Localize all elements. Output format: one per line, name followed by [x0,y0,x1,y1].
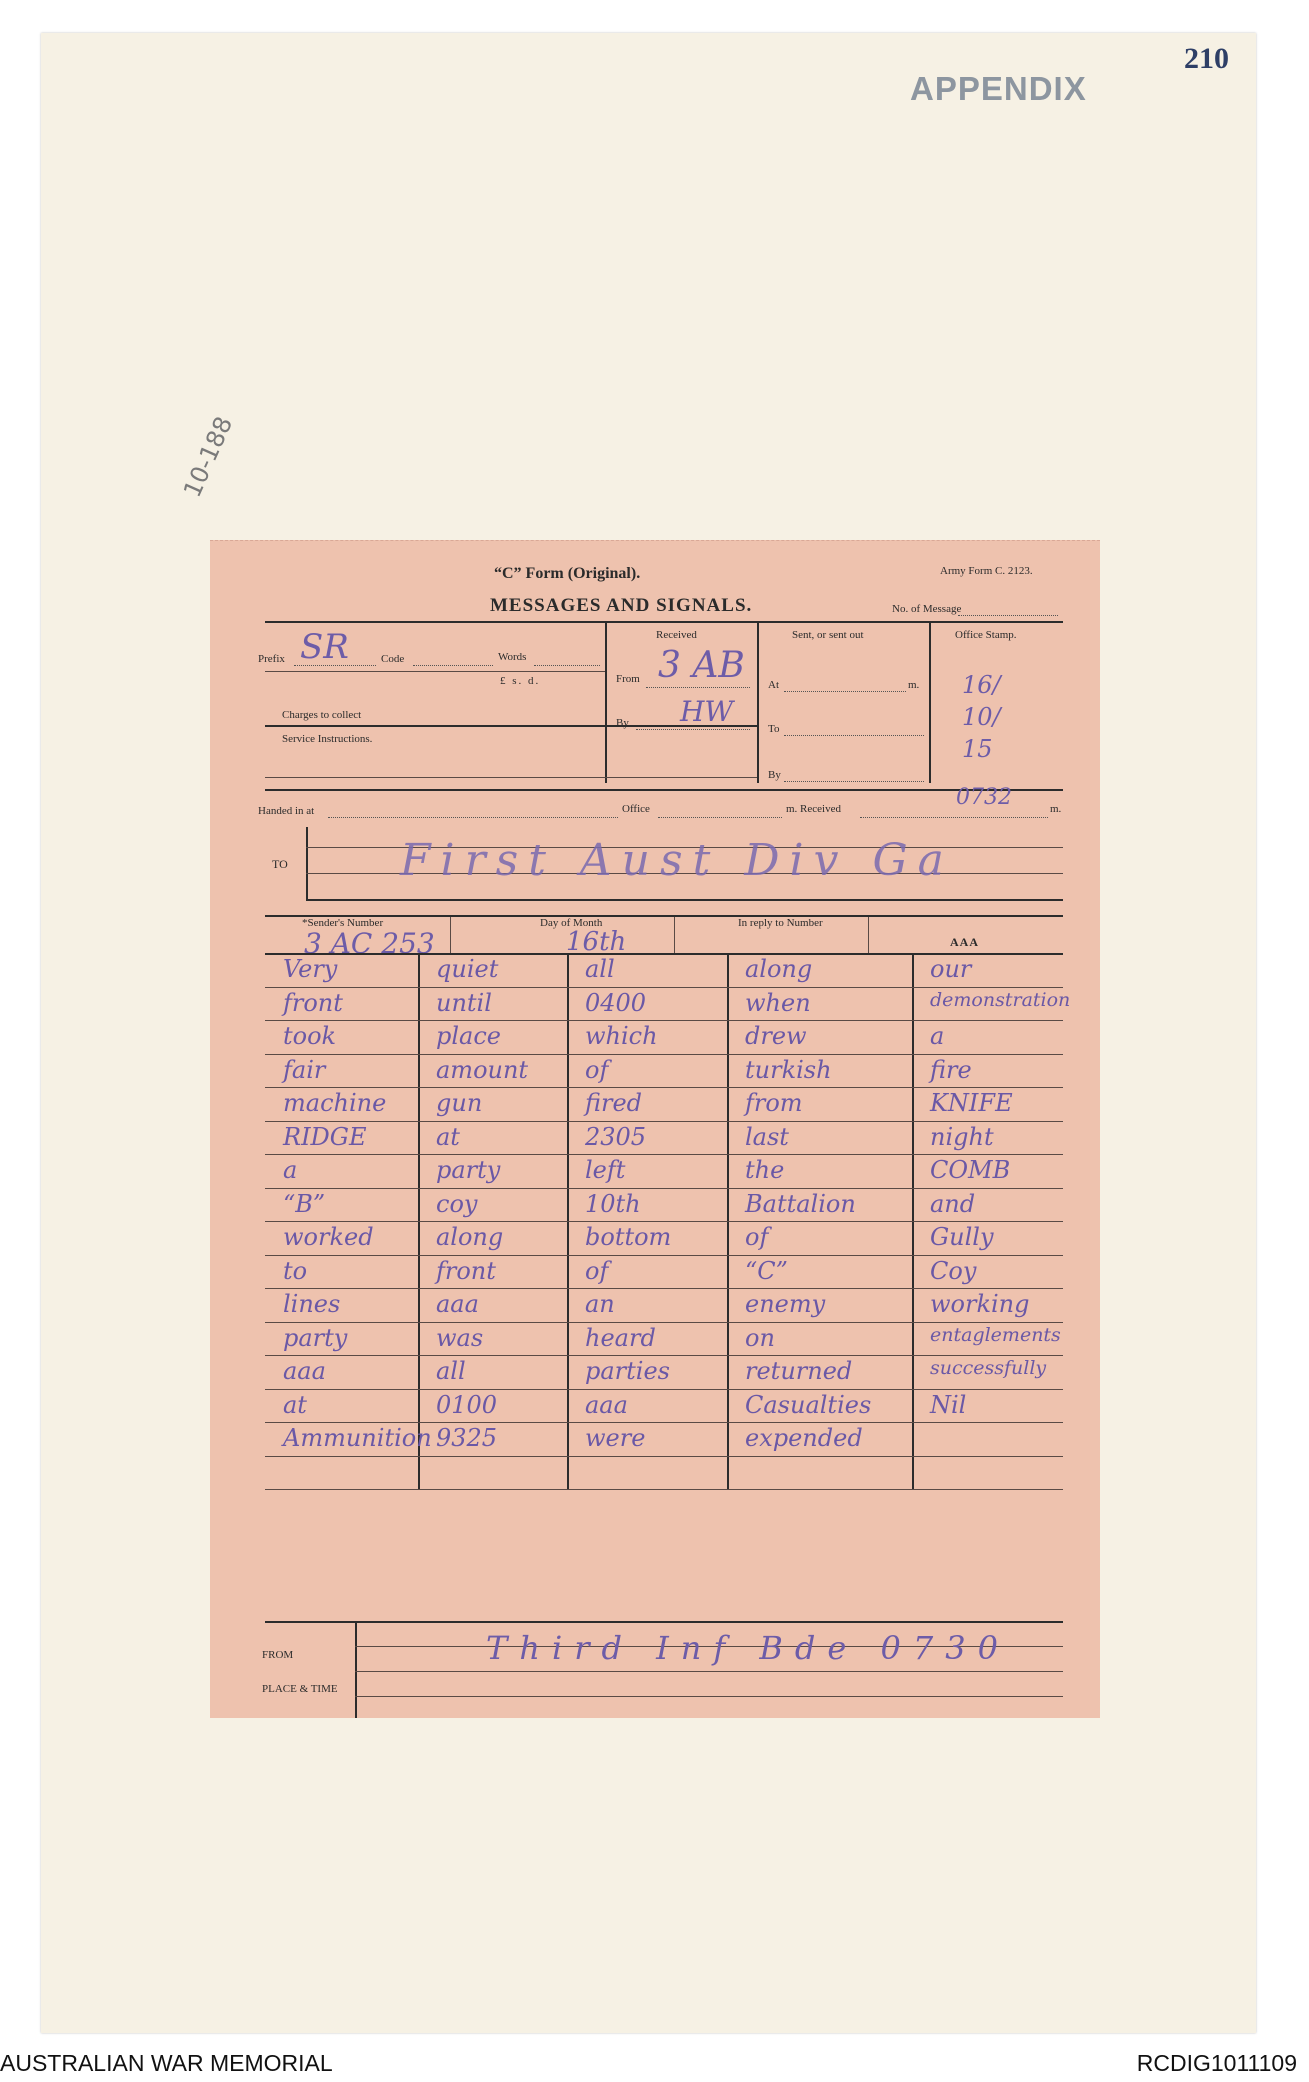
prefix-rule [265,671,605,672]
message-word: took [283,1022,337,1050]
grid-row-rule [265,1020,1063,1021]
message-word: quiet [436,955,499,983]
senders-number-label: *Sender's Number [302,917,384,929]
message-word: 0400 [585,988,647,1017]
code-line [413,665,493,666]
handed-in-line [328,817,618,818]
office-label: Office [622,803,650,815]
from-line [646,687,750,688]
message-word: and [930,1189,976,1218]
message-word: amount [436,1055,529,1084]
day-of-month-label: Day of Month [540,917,603,929]
page-number: 210 [1184,42,1229,75]
grid-row-rule [265,1221,1063,1222]
grid-row-rule [265,1154,1063,1155]
message-word: aaa [436,1290,479,1318]
message-word: successfully [930,1357,1047,1379]
message-word: working [930,1290,1030,1318]
message-word: were [585,1424,646,1452]
message-word: of [585,1055,609,1084]
from-rule-2 [355,1671,1063,1672]
handed-in-rule [265,789,1063,791]
service-instructions-label: Service Instructions. [282,733,373,745]
grid-row-rule [265,1121,1063,1122]
service-rule [265,777,757,778]
from-label: From [616,673,640,685]
message-word: coy [436,1189,478,1218]
form-title: “C” Form (Original). [494,565,641,582]
message-word: of [745,1223,769,1251]
army-form-number: Army Form C. 2123. [940,565,1033,577]
to-value: First Aust Div Ga [400,835,954,886]
grid-row-rule [265,987,1063,988]
message-word: Very [283,955,338,983]
message-word: gun [436,1089,483,1117]
to-rule-3 [306,899,1063,901]
sent-by-label: By [768,769,781,781]
charges-label: Charges to collect [282,709,362,721]
message-word: was [436,1323,484,1352]
code-label: Code [381,653,405,665]
message-word: aaa [585,1390,628,1419]
grid-row-rule [265,1489,1063,1490]
received-time-line [860,817,1048,818]
divider-stamp [929,621,931,783]
pencil-note: 10-188 [178,412,239,502]
message-word: fired [585,1089,643,1117]
message-word: front [283,988,343,1017]
message-word: Coy [930,1256,977,1285]
message-word: enemy [745,1290,826,1318]
message-word: left [585,1156,626,1184]
from-place-label: FROM [262,1649,294,1661]
sent-at-label: At [768,679,779,691]
currency-label: £ s. d. [500,675,541,687]
divider-sent [757,621,759,783]
aaa-label: AAA [950,935,979,949]
message-word: when [745,988,811,1017]
message-word: night [930,1122,994,1151]
message-word: 2305 [585,1122,647,1151]
from-value: 3 AB [658,645,745,686]
message-word: which [585,1022,658,1050]
sent-label: Sent, or sent out [792,629,864,641]
message-word: KNIFE [930,1089,1013,1117]
message-word: place [436,1022,501,1050]
message-word: machine [283,1089,387,1117]
office-stamp-value: 16/10/15 [962,671,1001,763]
message-word: Nil [930,1390,967,1419]
message-word: “B” [283,1189,326,1218]
grid-row-rule [265,1322,1063,1323]
footer-id: RCDIG1011109 [1136,2050,1297,2076]
m-end-label: m. [1050,803,1062,815]
grid-row-rule [265,1255,1063,1256]
message-word: our [930,955,972,983]
prefix-value: SR [300,627,349,667]
m-received-label: m. Received [786,803,841,815]
prefix-label: Prefix [258,653,285,665]
message-word: to [283,1256,308,1285]
grid-row-rule [265,1422,1063,1423]
office-stamp-label: Office Stamp. [955,629,1017,641]
sent-to-label: To [768,723,780,735]
sent-at-line [784,691,906,692]
message-word: bottom [585,1223,672,1251]
message-word: Ammunition [283,1424,432,1452]
no-of-message-label: No. of Message [892,603,962,615]
message-word: worked [283,1223,374,1251]
message-word: party [436,1156,501,1184]
in-reply-label: In reply to Number [738,917,823,929]
message-word: the [745,1156,785,1184]
from-top-rule [265,1621,1063,1623]
message-word: fire [930,1055,972,1084]
office-line [658,817,782,818]
message-word: on [745,1323,775,1352]
words-line [534,665,600,666]
received-label: Received [656,629,697,641]
message-word: of [585,1256,609,1285]
message-word: at [436,1122,460,1151]
message-word: RIDGE [283,1122,367,1151]
grid-row-rule [265,1389,1063,1390]
message-word: “C” [745,1256,788,1285]
message-word: heard [585,1323,656,1352]
grid-row-rule [265,1054,1063,1055]
to-divider [306,827,308,901]
day-of-month: 16th [566,927,627,957]
from-divider [355,1621,357,1718]
message-word: Casualties [745,1390,872,1419]
message-word: COMB [930,1156,1011,1184]
grid-row-rule [265,1288,1063,1289]
message-word: Gully [930,1223,994,1251]
sent-at-m-label: m. [908,679,920,691]
message-word: last [745,1122,789,1151]
sender-divider-3 [868,917,869,953]
no-of-message-line [958,615,1058,616]
handed-in-label: Handed in at [258,805,315,817]
grid-row-rule [265,1188,1063,1189]
message-word: an [585,1290,615,1318]
top-rule [265,621,1063,623]
received-by-label: By [616,717,629,729]
grid-row-rule [265,1456,1063,1457]
message-word: drew [745,1022,807,1050]
appendix-stamp: APPENDIX [910,70,1087,107]
place-time-label: PLACE & TIME [262,1683,338,1695]
message-word: all [585,955,615,983]
message-word: a [283,1156,298,1184]
message-word: from [745,1089,803,1117]
grid-row-rule [265,1087,1063,1088]
message-word: turkish [745,1055,832,1084]
message-word: along [436,1223,504,1251]
message-word: entaglements [930,1323,1061,1346]
message-word: party [283,1323,348,1352]
sender-divider-2 [674,917,675,953]
received-by-line [636,729,750,730]
senders-number: 3 AC 253 [304,927,435,960]
message-word: until [436,988,492,1017]
message-form [210,540,1100,1718]
message-word: along [745,955,813,983]
form-heading: MESSAGES AND SIGNALS. [490,595,753,616]
grid-row-rule [265,1355,1063,1356]
message-word: all [436,1357,466,1385]
message-word: returned [745,1357,853,1385]
from-rule-3 [355,1696,1063,1697]
message-word: a [930,1022,945,1050]
received-time: 0732 [956,785,1012,810]
divider-received [605,621,607,783]
sent-by-line [784,781,924,782]
message-word: front [436,1256,496,1285]
message-word: Battalion [745,1189,856,1218]
footer-source: AUSTRALIAN WAR MEMORIAL [0,2050,333,2076]
received-by-value: HW [680,695,734,728]
message-word: demonstration [930,988,1071,1011]
to-label: TO [272,857,288,871]
message-word: expended [745,1424,863,1452]
message-word: 10th [585,1189,641,1218]
from-place-value: Third Inf Bde 0730 [486,1629,1010,1667]
sent-to-line [784,735,924,736]
message-word: at [283,1390,307,1419]
message-word: aaa [283,1357,326,1385]
sender-top-rule [265,915,1063,917]
message-word: fair [283,1055,326,1084]
message-word: lines [283,1290,341,1318]
message-word: 0100 [436,1390,498,1419]
words-label: Words [498,651,527,663]
message-word: parties [585,1357,670,1385]
sender-divider-1 [450,917,451,953]
message-word: 9325 [436,1424,498,1452]
